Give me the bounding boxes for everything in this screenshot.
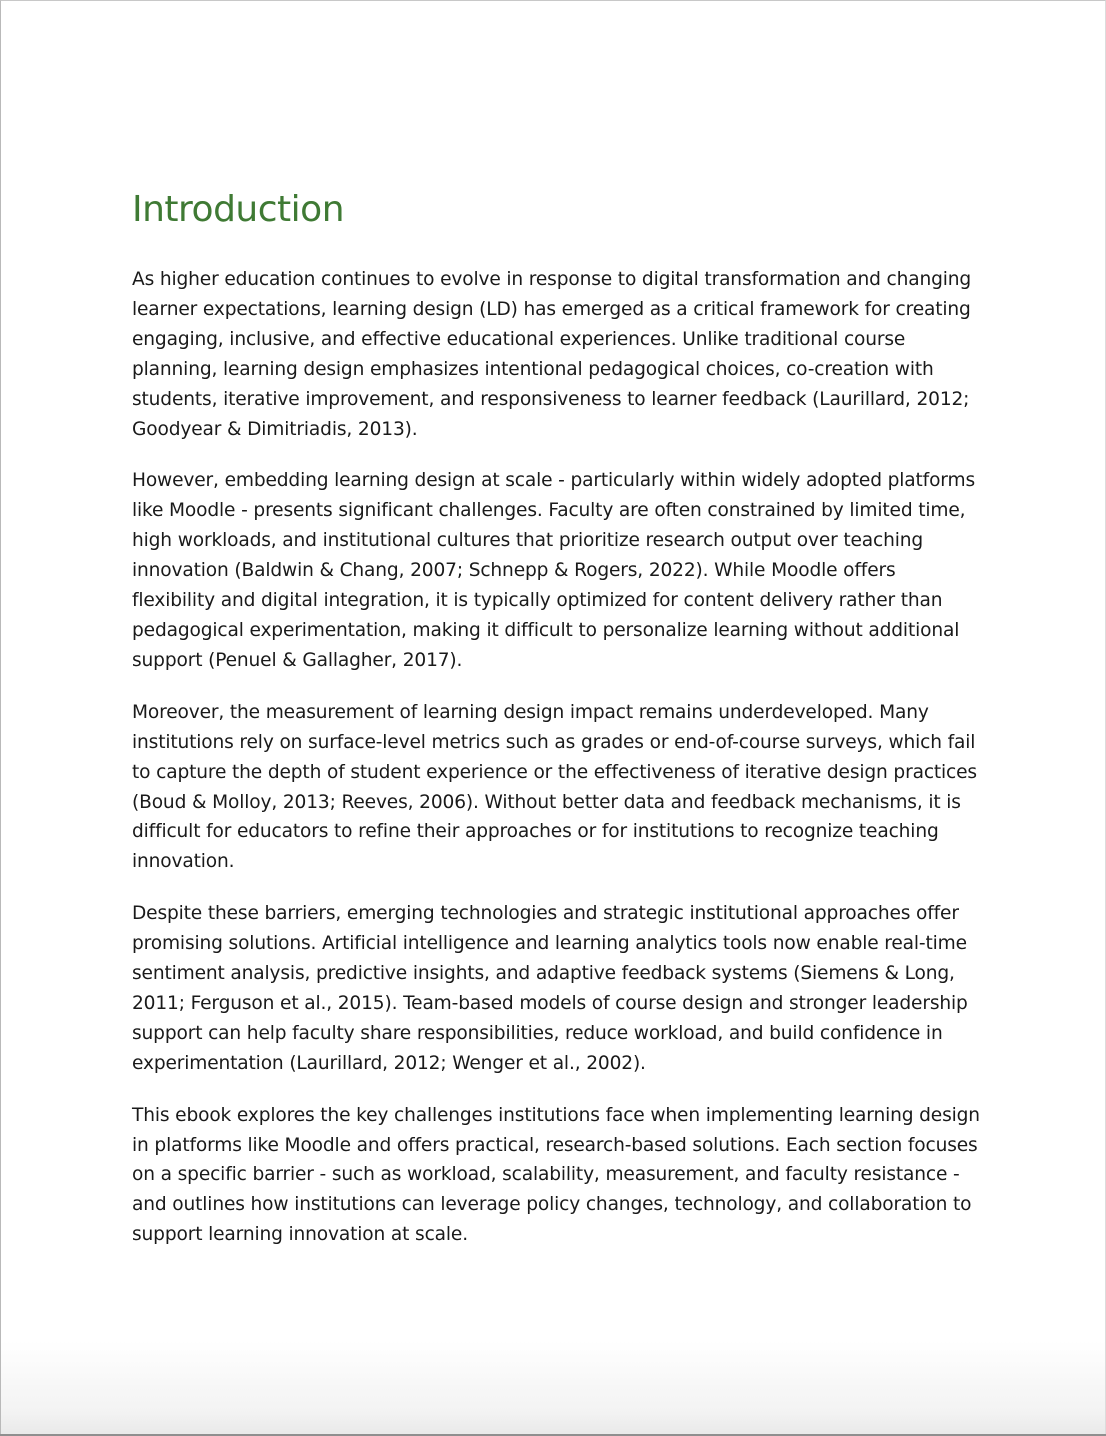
paragraph-4: Despite these barriers, emerging technologies and strategic institutional approaches offer promising solutions. Artificial intelligence and learning analytics tools now enable real-time sentiment analysis, predictive insights, and adaptive feedback systems (Siemens & Long, 2011; Ferguson et al., 2015). Team-based models of course design and stronger leadership support can help faculty share responsibilities, reduce workload, and build confidence in experimentation (Laurillard, 2012; Wenger et al., 2002). <box>132 903 968 1074</box>
paragraph-1: As higher education continues to evolve in response to digital transformation and changing learner expectations, learning design (LD) has emerged as a critical framework for creating engaging, inclusive, and effective educational experiences. Unlike traditional course planning, learning design emphasizes intentional pedagogical choices, co-creation with students, iterative improvement, and responsiveness to learner feedback (Laurillard, 2012; Goodyear & Dimitriadis, 2013). <box>132 269 972 440</box>
page-content <box>132 187 982 1272</box>
section-heading: Introduction <box>132 189 345 230</box>
paragraph-5: This ebook explores the key challenges institutions face when implementing learning design in platforms like Moodle and offers practical, research-based solutions. Each section focuses on a specific barrier - such as workload, scalability, measurement, and faculty resistance - and outlines how institutions can leverage policy changes, technology, and collaboration to support learning innovation at scale. <box>132 1104 980 1246</box>
paragraph-3: Moreover, the measurement of learning design impact remains underdeveloped. Many institutions rely on surface-level metrics such as grades or end-of-course surveys, which fail to capture the depth of student experience or the effectiveness of iterative design practices (Boud & Molloy, 2013; Reeves, 2006). Without better data and feedback mechanisms, it is difficult for educators to refine their approaches or for institutions to recognize teaching innovation. <box>132 701 977 873</box>
paragraph-2: However, embedding learning design at scale - particularly within widely adopted platforms like Moodle - presents significant challenges. Faculty are often constrained by limited time, high workloads, and institutional cultures that prioritize research output over teaching innovation (Baldwin & Chang, 2007; Schnepp & Rogers, 2022). While Moodle offers flexibility and digital integration, it is typically optimized for content delivery rather than pedagogical experimentation, making it difficult to personalize learning without additional support (Penuel & Gallagher, 2017). <box>132 470 975 671</box>
